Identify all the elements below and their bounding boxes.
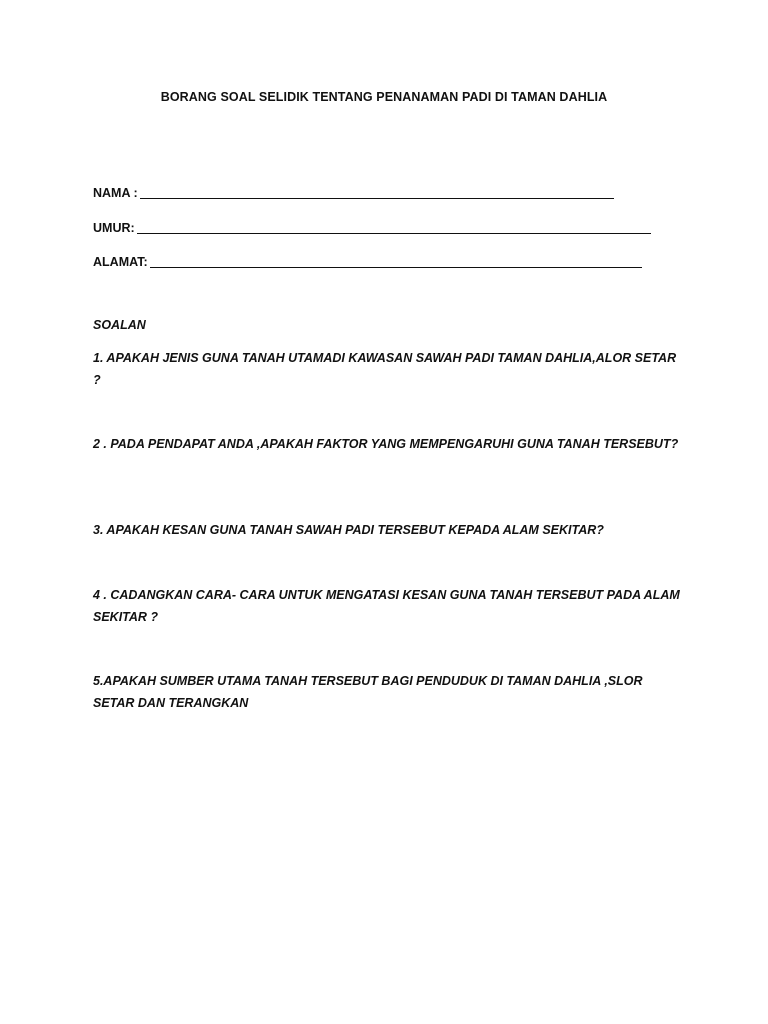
alamat-field xyxy=(93,255,642,269)
question-5: 5.APAKAH SUMBER UTAMA TANAH TERSEBUT BAGI PENDUDUK DI TAMAN DAHLIA ,SLOR SETAR DAN TERANGKAN xyxy=(93,674,643,710)
alamat-blank-line xyxy=(150,266,642,268)
question-4: 4 . CADANGKAN CARA- CARA UNTUK MENGATASI KESAN GUNA TANAH TERSEBUT PADA ALAM SEKITAR ? xyxy=(93,588,680,624)
umur-blank-line xyxy=(137,232,651,234)
section-heading-soalan: SOALAN xyxy=(93,318,146,332)
nama-field xyxy=(93,186,614,200)
document-title: BORANG SOAL SELIDIK TENTANG PENANAMAN PADI DI TAMAN DAHLIA xyxy=(160,90,608,104)
question-1: 1. APAKAH JENIS GUNA TANAH UTAMADI KAWASAN SAWAH PADI TAMAN DAHLIA,ALOR SETAR ? xyxy=(93,351,677,387)
alamat-label: ALAMAT: xyxy=(93,255,148,269)
nama-blank-line xyxy=(140,197,614,199)
nama-label: NAMA : xyxy=(93,186,138,200)
question-3: 3. APAKAH KESAN GUNA TANAH SAWAH PADI TERSEBUT KEPADA ALAM SEKITAR? xyxy=(93,523,604,537)
umur-label: UMUR: xyxy=(93,221,135,235)
umur-field xyxy=(93,221,651,235)
question-2: 2 . PADA PENDAPAT ANDA ,APAKAH FAKTOR YANG MEMPENGARUHI GUNA TANAH TERSEBUT? xyxy=(93,437,679,451)
